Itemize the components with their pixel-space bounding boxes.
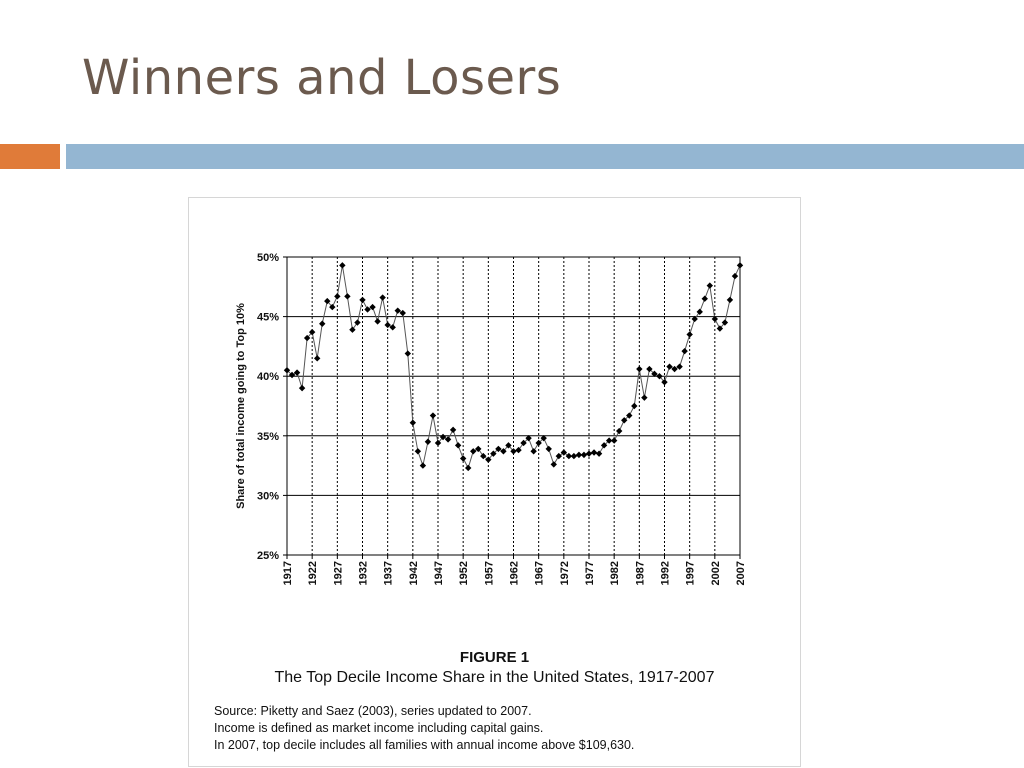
data-point-marker [727, 297, 733, 303]
x-tick-label: 1977 [584, 561, 596, 586]
x-tick-label: 1972 [558, 561, 571, 586]
data-point-marker [571, 453, 577, 459]
data-point-marker [737, 262, 743, 268]
x-tick-label: 1957 [483, 561, 496, 586]
data-point-marker [455, 442, 461, 448]
data-point-marker [732, 273, 738, 279]
data-point-marker [480, 453, 486, 459]
data-point-marker [430, 412, 436, 418]
data-point-marker [410, 419, 416, 425]
data-point-marker [686, 331, 692, 337]
accent-bar-blue [66, 144, 1024, 169]
data-point-marker [379, 294, 385, 300]
x-tick-label: 1997 [684, 561, 697, 586]
y-tick-label: 30% [256, 490, 279, 503]
data-point-marker [359, 297, 365, 303]
source-note-line: Source: Piketty and Saez (2003), series updated to 2007. [214, 704, 532, 718]
x-tick-label: 1962 [508, 561, 521, 586]
data-point-marker [425, 439, 431, 445]
source-note-line: In 2007, top decile includes all families with annual income above $109,630. [214, 738, 635, 752]
x-tick-label: 1937 [382, 561, 395, 586]
accent-bar-orange [0, 144, 60, 169]
x-tick-label: 1932 [357, 561, 370, 586]
data-point-marker [314, 355, 320, 361]
y-tick-label: 50% [256, 252, 279, 264]
x-tick-label: 1952 [458, 561, 471, 586]
x-tick-label: 1942 [407, 561, 420, 586]
data-point-marker [465, 465, 471, 471]
x-tick-label: 2007 [735, 561, 747, 586]
data-point-marker [611, 437, 617, 443]
y-tick-label: 45% [256, 311, 279, 324]
data-point-marker [420, 462, 426, 468]
line-chart [189, 198, 800, 646]
x-tick-label: 1947 [433, 561, 445, 586]
data-point-marker [374, 318, 380, 324]
data-point-marker [299, 385, 305, 391]
data-point-marker [339, 262, 345, 268]
x-tick-label: 1992 [659, 561, 672, 586]
x-tick-label: 1922 [307, 561, 320, 586]
data-point-marker [707, 282, 713, 288]
axis-ticks [257, 252, 747, 585]
figure-panel [188, 197, 801, 767]
x-tick-label: 1917 [282, 561, 294, 586]
data-point-marker [546, 446, 552, 452]
data-point-marker [319, 321, 325, 327]
data-point-marker [515, 447, 521, 453]
data-point-marker [530, 448, 536, 454]
data-point-marker [354, 319, 360, 325]
data-point-marker [556, 453, 562, 459]
data-point-marker [405, 350, 411, 356]
grid-lines [287, 257, 740, 555]
data-point-marker [681, 348, 687, 354]
data-point-marker [697, 309, 703, 315]
data-point-marker [596, 450, 602, 456]
data-point-marker [702, 296, 708, 302]
y-tick-label: 40% [256, 371, 279, 384]
data-point-marker [415, 448, 421, 454]
data-point-marker [631, 403, 637, 409]
figure-caption: The Top Decile Income Share in the United States, 1917-2007 [274, 669, 715, 686]
source-note-line: Income is defined as market income including capital gains. [214, 721, 544, 735]
data-point-marker [581, 452, 587, 458]
data-point-marker [460, 455, 466, 461]
data-point-marker [349, 327, 355, 333]
y-axis-label: Share of total income going to Top 10% [235, 303, 247, 509]
x-tick-label: 1927 [332, 561, 345, 586]
data-point-marker [591, 449, 597, 455]
data-point-marker [586, 450, 592, 456]
figure-label: FIGURE 1 [459, 649, 530, 666]
x-tick-label: 1982 [609, 561, 622, 586]
data-point-marker [450, 427, 456, 433]
data-point-marker [344, 293, 350, 299]
data-point-marker [636, 366, 642, 372]
data-point-marker [641, 394, 647, 400]
x-tick-label: 1967 [533, 561, 546, 586]
y-tick-label: 25% [256, 550, 279, 562]
data-point-marker [561, 449, 567, 455]
data-point-marker [334, 293, 340, 299]
slide-title: Winners and Losers [82, 50, 562, 106]
x-tick-label: 2002 [709, 561, 722, 586]
y-tick-label: 35% [256, 430, 279, 443]
data-point-marker [551, 461, 557, 467]
data-point-marker [616, 428, 622, 434]
x-tick-label: 1987 [634, 561, 647, 586]
